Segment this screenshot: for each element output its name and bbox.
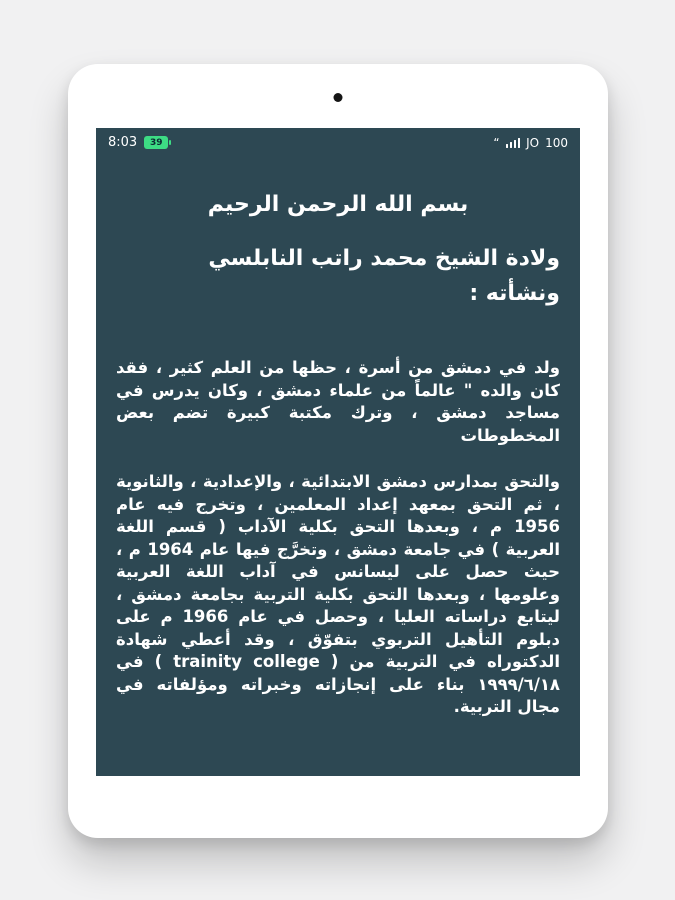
carrier-label: JO	[526, 135, 540, 150]
front-camera	[334, 93, 343, 102]
reader-content[interactable]	[96, 152, 580, 719]
section-heading	[116, 241, 560, 311]
signal-strength-icon	[506, 138, 521, 148]
paragraph-birth: ولد في دمشق من أسرة ، حظها من العلم كثير ، فقد كان والده " عالماً من علماء دمشق ، وكان يدرس في مساجد دمشق ، وترك مكتبة كبيرة تضم بعض المخطوطات	[116, 358, 560, 445]
status-bar	[96, 128, 580, 152]
vowifi-icon: “	[493, 135, 500, 150]
clock: 8:03	[108, 135, 138, 150]
battery-level-text: 39	[149, 137, 163, 148]
battery-percent-text: 100	[545, 135, 568, 150]
tablet-device	[68, 64, 608, 838]
battery-icon	[144, 136, 168, 149]
basmala-title: بسم الله الرحمن الرحيم	[207, 192, 469, 217]
status-left-cluster	[108, 135, 168, 150]
paragraph-education: والتحق بمدارس دمشق الابتدائية ، والإعدادية ، والثانوية ، ثم التحق بمعهد إعداد المعلمين ، وتخرج فيه عام 1956 م ، وبعدها التحق بكلية الآداب ( قسم اللغة العربية ) في جامعة دمشق ، وتخرَّج فيها عام 1964 م ، حيث حصل على ليسانس في آداب اللغة العربية وعلومها ، وبعدها التحق بكلية التربية بجامعة دمشق ، ليتابع دراساته العليا ، وحصل في عام 1966 م على دبلوم التأهيل التربوي بتفوّق ، وقد أعطي شهادة الدكتوراه في التربية من ( trainity college ) في ١٩٩٩/٦/١٨ بناء على إنجازاته وخبراته ومؤلفاته في مجال التربية.	[116, 472, 560, 716]
app-screen	[96, 128, 580, 776]
section-heading-line1: ولادة الشيخ محمد راتب النابلسي	[208, 246, 560, 271]
section-heading-line2: ونشأته :	[469, 281, 560, 306]
status-right-cluster	[493, 136, 568, 150]
